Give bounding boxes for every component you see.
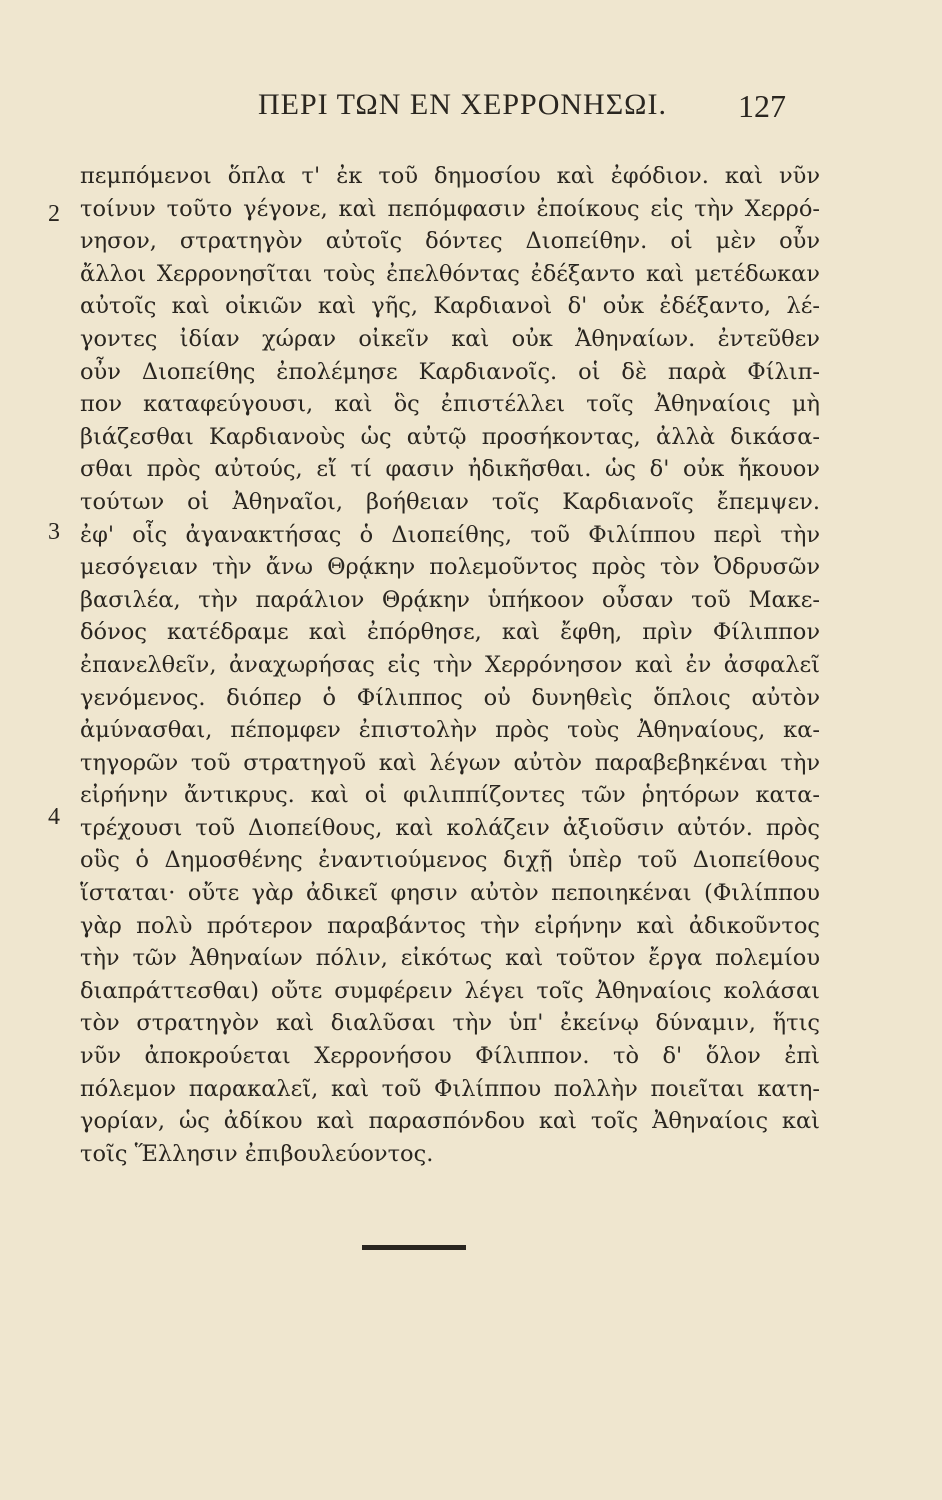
text-line: μεσόγειαν τὴν ἄνω Θρᾴκην πολεμοῦντος πρὸς τὸν Ὀδρυσῶν [80, 554, 820, 581]
text-line: αὐτοῖς καὶ οἰκιῶν καὶ γῆς, Καρδιανοὶ δ' οὐκ ἐδέξαντο, λέ- [80, 293, 820, 320]
text-line: γενόμενος. διόπερ ὁ Φίλιππος οὐ δυνηθεὶς ὅπλοις αὐτὸν [80, 684, 820, 711]
text-line: νῦν ἀποκρούεται Χερρονήσου Φίλιππον. τὸ δ' ὅλον ἐπὶ [80, 1043, 820, 1070]
text-line: τοίνυν τοῦτο γέγονε, καὶ πεπόμφασιν ἐποίκους εἰς τὴν Χερρό- [80, 195, 820, 222]
section-number: 4 [48, 804, 60, 830]
text-line: ἐφ' οἷς ἀγανακτήσας ὁ Διοπείθης, τοῦ Φιλίππου περὶ τὴν [80, 521, 820, 548]
text-line: βιάζεσθαι Καρδιανοὺς ὡς αὐτῷ προσήκοντας, ἀλλὰ δικάσα- [80, 423, 820, 450]
running-title: ΠΕΡΙ ΤΩΝ ΕΝ ΧΕΡΡΟΝΗΣΩΙ. [258, 88, 667, 121]
text-line: ἄλλοι Χερρονησῖται τοὺς ἐπελθόντας ἐδέξαντο καὶ μετέδωκαν [80, 260, 820, 287]
text-line: δόνος κατέδραμε καὶ ἐπόρθησε, καὶ ἔφθη, πρὶν Φίλιππον [80, 619, 820, 646]
text-line: γοντες ἰδίαν χώραν οἰκεῖν καὶ οὐκ Ἀθηναίων. ἐντεῦθεν [80, 325, 820, 352]
text-line: εἰρήνην ἄντικρυς. καὶ οἱ φιλιππίζοντες τῶν ῥητόρων κατα- [80, 782, 820, 809]
text-line: ἵσταται· οὔτε γὰρ ἀδικεῖ φησιν αὐτὸν πεποιηκέναι (Φιλίππου [80, 880, 820, 907]
text-line: τὸν στρατηγὸν καὶ διαλῦσαι τὴν ὑπ' ἐκείνῳ δύναμιν, ἥτις [80, 1010, 820, 1037]
text-line: νησον, στρατηγὸν αὐτοῖς δόντες Διοπείθην. οἱ μὲν οὖν [80, 228, 820, 255]
text-line: τούτων οἱ Ἀθηναῖοι, βοήθειαν τοῖς Καρδιανοῖς ἔπεμψεν. [80, 488, 820, 515]
text-line: πον καταφεύγουσι, καὶ ὃς ἐπιστέλλει τοῖς Ἀθηναίοις μὴ [80, 391, 820, 418]
text-line: γὰρ πολὺ πρότερον παραβάντος τὴν εἰρήνην καὶ ἀδικοῦντος [80, 912, 820, 939]
text-line: πόλεμον παρακαλεῖ, καὶ τοῦ Φιλίππου πολλὴν ποιεῖται κατη- [80, 1075, 820, 1102]
text-line: ἀμύνασθαι, πέπομφεν ἐπιστολὴν πρὸς τοὺς Ἀθηναίους, κα- [80, 717, 820, 744]
text-line: τηγορῶν τοῦ στρατηγοῦ καὶ λέγων αὐτὸν παραβεβηκέναι τὴν [80, 749, 820, 776]
end-rule [362, 1245, 466, 1250]
section-number: 2 [48, 201, 60, 227]
text-line: τὴν τῶν Ἀθηναίων πόλιν, εἰκότως καὶ τοῦτον ἔργα πολεμίου [80, 945, 820, 972]
text-line: τρέχουσι τοῦ Διοπείθους, καὶ κολάζειν ἀξιοῦσιν αὐτόν. πρὸς [80, 814, 820, 841]
text-line: πεμπόμενοι ὅπλα τ' ἐκ τοῦ δημοσίου καὶ ἐφόδιον. καὶ νῦν [80, 163, 820, 189]
text-line: διαπράττεσθαι) οὔτε συμφέρειν λέγει τοῖς Ἀθηναίοις κολάσαι [80, 977, 820, 1004]
main-text [80, 160, 820, 1170]
text-line: ἐπανελθεῖν, ἀναχωρήσας εἰς τὴν Χερρόνησον καὶ ἐν ἀσφαλεῖ [80, 651, 820, 678]
text-line: βασιλέα, τὴν παράλιον Θρᾴκην ὑπήκοον οὖσαν τοῦ Μακε- [80, 586, 820, 613]
text-line: τοῖς Ἕλλησιν ἐπιβουλεύοντος. [80, 1140, 434, 1167]
text-line: γορίαν, ὡς ἀδίκου καὶ παρασπόνδου καὶ τοῖς Ἀθηναίοις καὶ [80, 1108, 820, 1135]
page-number: 127 [738, 88, 786, 124]
text-line: οὓς ὁ Δημοσθένης ἐναντιούμενος διχῇ ὑπὲρ τοῦ Διοπείθους [80, 847, 820, 874]
text-line: οὖν Διοπείθης ἐπολέμησε Καρδιανοῖς. οἱ δὲ παρὰ Φίλιπ- [80, 358, 820, 385]
section-number: 3 [48, 519, 60, 545]
text-line: σθαι πρὸς αὐτούς, εἴ τί φασιν ἠδικῆσθαι. ὡς δ' οὐκ ἤκουον [80, 456, 820, 483]
